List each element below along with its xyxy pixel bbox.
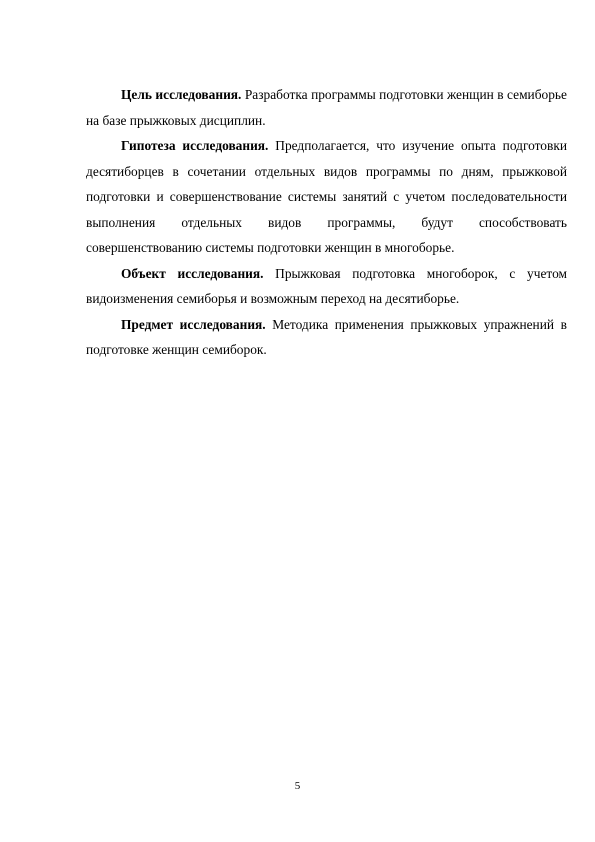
research-subject-term: Предмет исследования. — [121, 316, 266, 332]
paragraph-research-goal — [86, 82, 567, 133]
research-goal-text: Разработка программы подготовки женщин в семиборье на базе прыжковых дисциплин. — [86, 87, 567, 128]
research-hypothesis-text: Предполагается, что изучение опыта подготовки десятиборцев в сочетании отдельных видов программы по дням, прыжковой подготовки и совершенствование системы занятий с учетом последовательности выполнения отдельных видов программы, будут способствовать совершенствованию системы подготовки женщин в многоборье. — [86, 138, 567, 255]
page-number: 5 — [294, 780, 301, 792]
paragraph-research-object — [86, 261, 567, 312]
research-subject-text: Методика применения прыжковых упражнений в подготовке женщин семиборок. — [86, 316, 567, 357]
page-body — [86, 82, 567, 363]
research-goal-term: Цель исследования. — [121, 87, 242, 102]
research-object-text: Прыжковая подготовка многоборок, с учетом видоизменения семиборья и возможным переход на десятиборье. — [86, 265, 567, 306]
paragraph-research-hypothesis — [86, 133, 567, 261]
paragraph-research-subject — [86, 312, 567, 363]
research-hypothesis-term: Гипотеза исследования. — [121, 138, 269, 153]
research-object-term: Объект исследования. — [121, 265, 264, 281]
